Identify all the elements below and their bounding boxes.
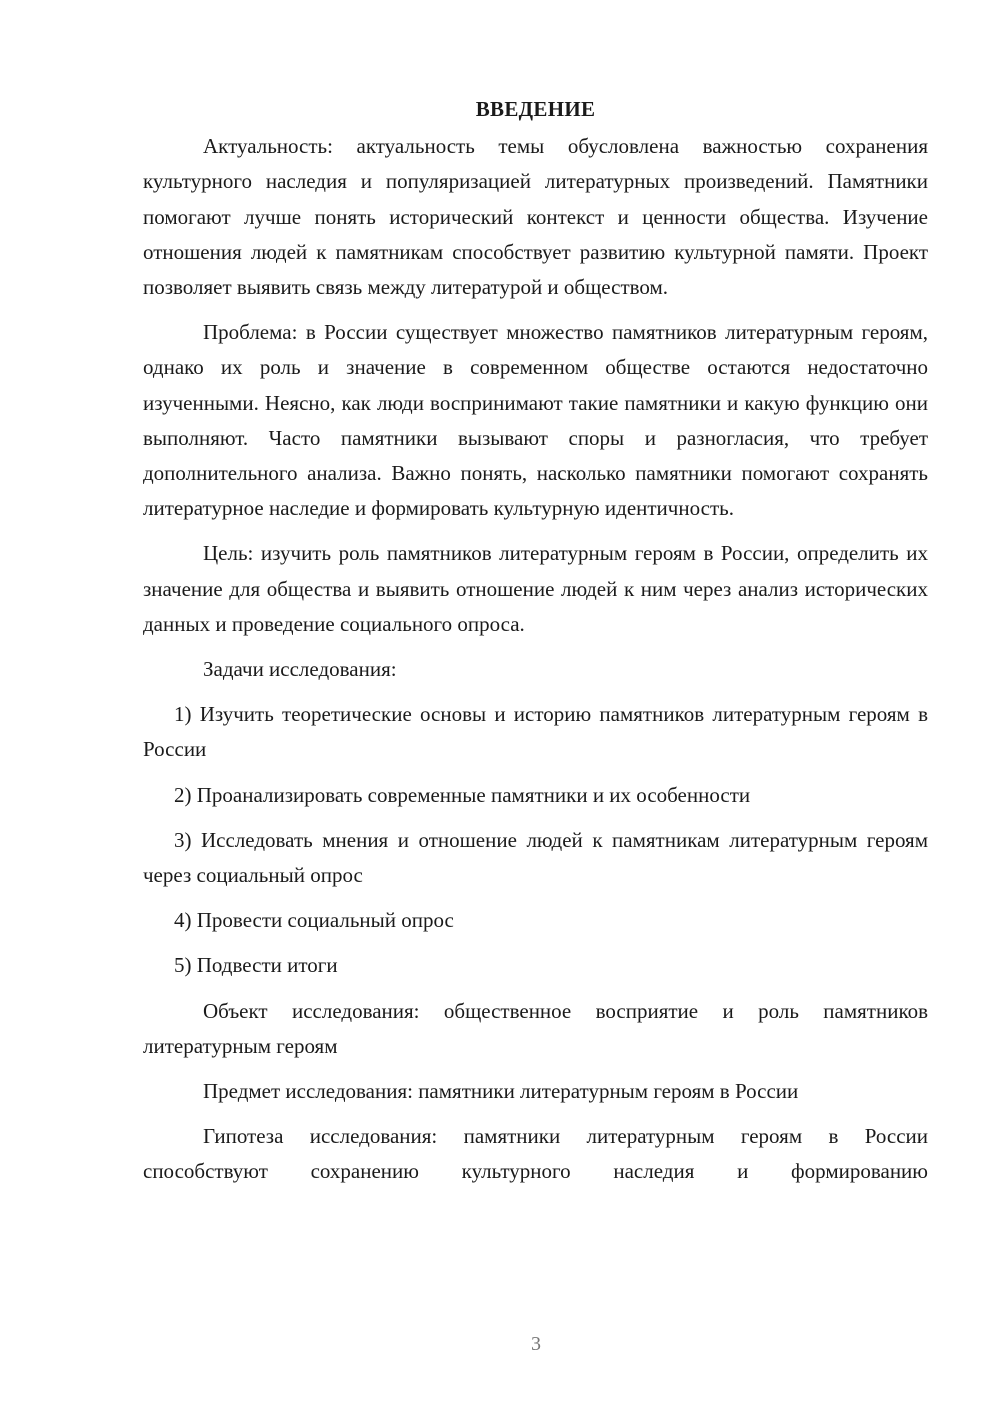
task-item-4: 4) Провести социальный опрос [174, 908, 454, 933]
section-title: ВВЕДЕНИЕ [475, 97, 596, 121]
document-page [143, 92, 928, 1190]
task-item-3: 3) Исследовать мнения и отношение людей к памятникам литературным героям через социальный опрос [143, 827, 928, 888]
paragraph-problem: Проблема: в России существует множество памятников литературным героям, однако их роль и значение в современном обществе остаются недостаточно изученными. Неясно, как люди воспринимают такие памятники и какую функцию они выполняют. Часто памятники вызывают споры и разногласия, что требует дополнительного анализа. Важно понять, насколько памятники помогают сохранять литературное наследие и формировать культурную идентичность. [143, 320, 928, 521]
page-number: 3 [531, 1333, 541, 1355]
task-item-1: 1) Изучить теоретические основы и историю памятников литературным героям в России [143, 702, 928, 762]
tasks-heading: Задачи исследования: [203, 657, 397, 682]
paragraph-hypothesis: Гипотеза исследования: памятники литературным героям в России способствуют сохранению культурного наследия и формированию [143, 1124, 928, 1184]
paragraph-subject: Предмет исследования: памятники литературным героям в России [203, 1079, 799, 1104]
task-item-2: 2) Проанализировать современные памятники и их особенности [174, 782, 751, 807]
paragraph-goal: Цель: изучить роль памятников литературным героям в России, определить их значение для общества и выявить отношение людей к ним через анализ исторических данных и проведение социального опроса. [143, 541, 928, 636]
paragraph-relevance: Актуальность: актуальность темы обусловлена важностью сохранения культурного наследия и популяризацией литературных произведений. Памятники помогают лучше понять исторический контекст и ценности общества. Изучение отношения людей к памятникам способствует развитию культурной памяти. Проект позволяет выявить связь между литературой и обществом. [143, 134, 928, 300]
paragraph-object: Объект исследования: общественное восприятие и роль памятников литературным героям [143, 998, 928, 1058]
task-item-5: 5) Подвести итоги [174, 953, 338, 978]
